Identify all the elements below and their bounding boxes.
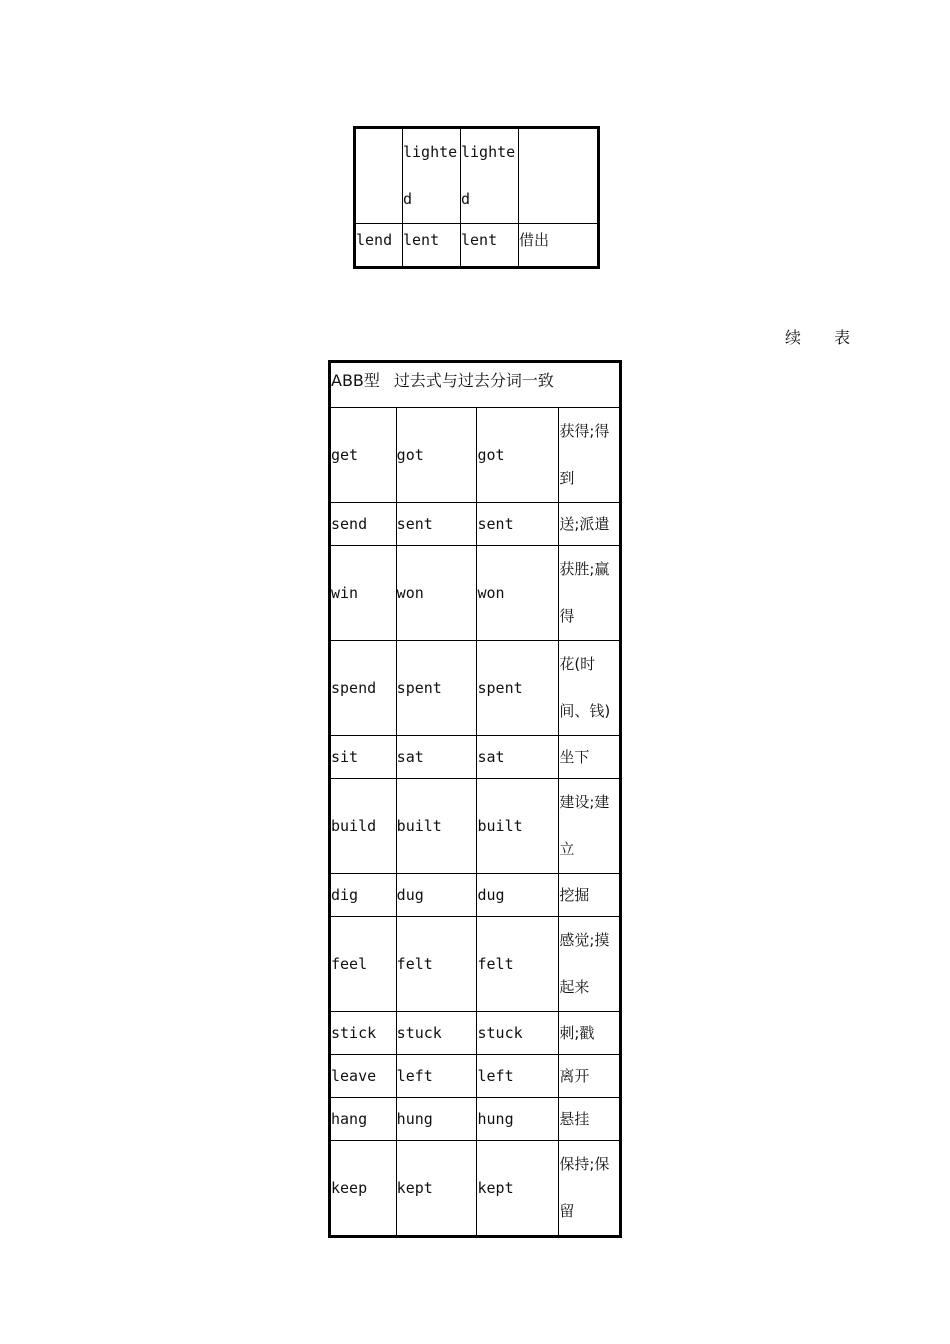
table-row [330, 641, 621, 736]
table-row [330, 917, 621, 1012]
past-participle-cell: lent [461, 224, 519, 268]
table-row [330, 1098, 621, 1141]
meaning-cell: 借出 [519, 224, 599, 268]
past-participle-cell: hung [477, 1098, 559, 1141]
meaning-cell [519, 128, 599, 224]
past-participle-cell: felt [477, 917, 559, 1012]
meaning-cell: 送;派遣 [559, 503, 621, 546]
verb-table-top [353, 126, 600, 269]
meaning-cell: 获胜;赢得 [559, 546, 621, 641]
past-participle-cell: sent [477, 503, 559, 546]
meaning-cell: 花(时间、钱) [559, 641, 621, 736]
meaning-cell: 离开 [559, 1055, 621, 1098]
meaning-cell: 挖掘 [559, 874, 621, 917]
base-form-cell [355, 128, 403, 224]
table-row [330, 874, 621, 917]
header-description: 过去式与过去分词一致 [393, 371, 554, 390]
table-row [330, 503, 621, 546]
table-row [330, 1055, 621, 1098]
meaning-cell: 获得;得到 [559, 408, 621, 503]
base-form-cell: dig [330, 874, 397, 917]
past-participle-cell: spent [477, 641, 559, 736]
past-participle-cell: built [477, 779, 559, 874]
base-form-cell: keep [330, 1141, 397, 1237]
past-tense-cell: sat [396, 736, 477, 779]
table-row [355, 128, 599, 224]
past-tense-cell: built [396, 779, 477, 874]
past-participle-cell: sat [477, 736, 559, 779]
meaning-cell: 建设;建立 [559, 779, 621, 874]
past-participle-cell: left [477, 1055, 559, 1098]
meaning-cell: 悬挂 [559, 1098, 621, 1141]
continued-label: 续 表 [785, 328, 865, 347]
past-tense-cell: sent [396, 503, 477, 546]
past-participle-cell: got [477, 408, 559, 503]
table-header-row [330, 362, 621, 408]
past-tense-cell: left [396, 1055, 477, 1098]
past-participle-cell: won [477, 546, 559, 641]
meaning-cell: 感觉;摸起来 [559, 917, 621, 1012]
past-tense-cell: lent [403, 224, 461, 268]
table-row [330, 408, 621, 503]
meaning-cell: 保持;保留 [559, 1141, 621, 1237]
base-form-cell: leave [330, 1055, 397, 1098]
table-row [330, 736, 621, 779]
base-form-cell: sit [330, 736, 397, 779]
table-row [355, 224, 599, 268]
header-type: ABB型 [331, 371, 380, 390]
base-form-cell: win [330, 546, 397, 641]
past-tense-cell: spent [396, 641, 477, 736]
table-header-cell [330, 362, 621, 408]
past-participle-cell: lighted [461, 128, 519, 224]
past-participle-cell: stuck [477, 1012, 559, 1055]
table-row [330, 1012, 621, 1055]
past-tense-cell: kept [396, 1141, 477, 1237]
base-form-cell: lend [355, 224, 403, 268]
base-form-cell: feel [330, 917, 397, 1012]
base-form-cell: get [330, 408, 397, 503]
meaning-cell: 坐下 [559, 736, 621, 779]
past-tense-cell: hung [396, 1098, 477, 1141]
base-form-cell: spend [330, 641, 397, 736]
past-tense-cell: won [396, 546, 477, 641]
table-row [330, 1141, 621, 1237]
past-tense-cell: lighted [403, 128, 461, 224]
past-tense-cell: stuck [396, 1012, 477, 1055]
table-row [330, 546, 621, 641]
verb-table-main [328, 360, 622, 1238]
meaning-cell: 刺;戳 [559, 1012, 621, 1055]
base-form-cell: send [330, 503, 397, 546]
past-tense-cell: got [396, 408, 477, 503]
past-participle-cell: kept [477, 1141, 559, 1237]
past-participle-cell: dug [477, 874, 559, 917]
base-form-cell: hang [330, 1098, 397, 1141]
table-row [330, 779, 621, 874]
base-form-cell: build [330, 779, 397, 874]
base-form-cell: stick [330, 1012, 397, 1055]
past-tense-cell: felt [396, 917, 477, 1012]
past-tense-cell: dug [396, 874, 477, 917]
